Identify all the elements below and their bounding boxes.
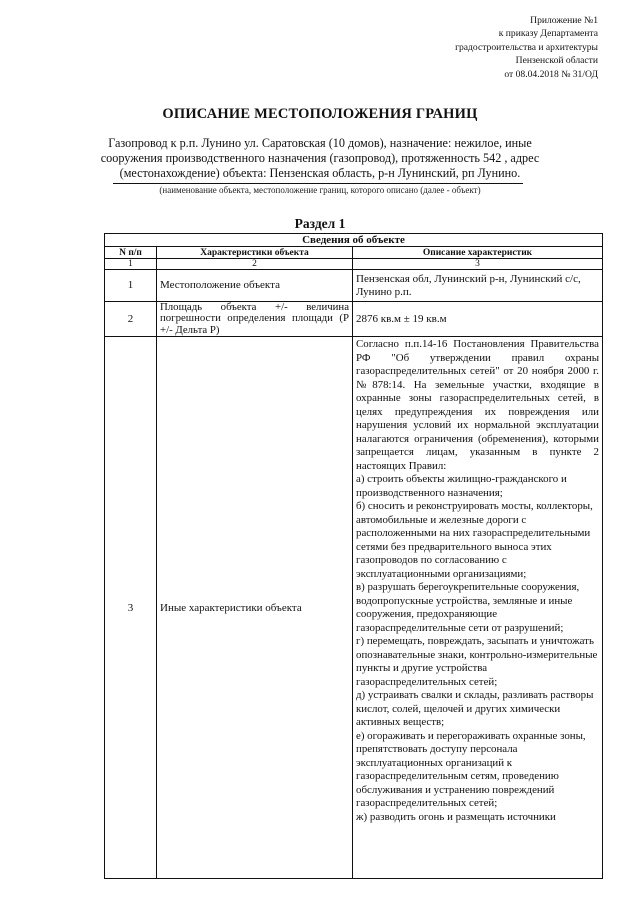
row-number: 1 bbox=[105, 270, 157, 302]
restriction-item: е) огораживать и перегораживать охранные зоны, препятствовать доступу персонала эксплуатационных организаций к газораспределительным сетям, проведению обслуживания и устранению повреждений газораспределительных сетей; bbox=[356, 729, 586, 809]
row-number: 3 bbox=[105, 337, 157, 879]
restriction-item: ж) разводить огонь и размещать источники bbox=[356, 810, 556, 823]
column-header-number: N п/п bbox=[105, 247, 157, 259]
row-description: 2876 кв.м ± 19 кв.м bbox=[353, 302, 603, 337]
restriction-intro: Согласно п.п.14-16 Постановления Правительства РФ "Об утверждении правил охраны газораспределительных сетей" от 20 ноября 2000 г. №878:14. На земельные участки, входящие в охранные зоны газораспределительных сетей, в целях предупреждения их повреждения или нарушения условий их нормальной эксплуатации налагаются ограничения (обременения), которыми запрещается лицам, указанным в пункте 2 настоящих Правил: bbox=[356, 338, 600, 472]
description-underline bbox=[113, 183, 523, 184]
appendix-block bbox=[368, 14, 598, 81]
column-number: 1 bbox=[105, 259, 157, 270]
row-number: 2 bbox=[105, 302, 157, 337]
table-object-header: Сведения об объекте bbox=[105, 234, 603, 247]
restriction-item: д) устраивать свалки и склады, разливать растворы кислот, солей, щелочей и других химически активных веществ; bbox=[356, 689, 594, 728]
section-title: Раздел 1 bbox=[294, 216, 346, 231]
appendix-line: Пензенской области bbox=[515, 55, 598, 67]
column-header-description: Описание характеристик bbox=[353, 247, 603, 259]
restriction-item: в) разрушать берегоукрепительные сооружения, водопропускные устройства, земляные и иные сооружения, предохраняющие газораспределительные сети от разрушений; bbox=[356, 581, 580, 634]
column-header-characteristic: Характеристики объекта bbox=[157, 247, 353, 259]
row-characteristic: Площадь объекта +/- величина погрешности определения площади (P +/- Дельта P) bbox=[157, 302, 353, 337]
table-row bbox=[105, 302, 603, 337]
appendix-line: градостроительства и архитектуры bbox=[455, 41, 598, 53]
restriction-item: а) строить объекты жилищно-гражданского и производственного назначения; bbox=[356, 473, 567, 499]
column-number: 2 bbox=[157, 259, 353, 270]
row-description: Пензенская обл, Лунинский р-н, Лунинский с/с, Лунино р.п. bbox=[353, 270, 603, 302]
object-caption: (наименование объекта, местоположение границ, которого описано (далее - объект) bbox=[159, 185, 481, 195]
row-description bbox=[353, 337, 603, 879]
restriction-item: б) сносить и реконструировать мосты, коллекторы, автомобильные и железные дороги с расположенными на них газораспределительными сетями без предварительного выноса этих газопроводов по согласованию с эксплуатационными организациями; bbox=[356, 500, 593, 580]
object-info-table bbox=[104, 233, 603, 879]
table-row bbox=[105, 270, 603, 302]
row-characteristic: Местоположение объекта bbox=[157, 270, 353, 302]
document-title: ОПИСАНИЕ МЕСТОПОЛОЖЕНИЯ ГРАНИЦ bbox=[162, 106, 478, 122]
object-description: Газопровод к р.п. Лунино ул. Саратовская (10 домов), назначение: нежилое, иные сооружения производственного назначения (газопровод), протяженность 542 , адрес (местонахождение) объекта: Пензенская область, р-н Лунинский, рп Лунино. bbox=[100, 136, 540, 180]
table-row bbox=[105, 337, 603, 879]
column-number: 3 bbox=[353, 259, 603, 270]
restriction-item: г) перемещать, повреждать, засыпать и уничтожать опознавательные знаки, контрольно-измерительные пункты и другие устройства газораспределительных сетей; bbox=[356, 635, 598, 688]
row-characteristic: Иные характеристики объекта bbox=[157, 337, 353, 879]
appendix-line: Приложение №1 bbox=[530, 15, 598, 26]
appendix-line: от 08.04.2018 № 31/ОД bbox=[504, 68, 598, 80]
appendix-line: к приказу Департамента bbox=[498, 28, 598, 40]
